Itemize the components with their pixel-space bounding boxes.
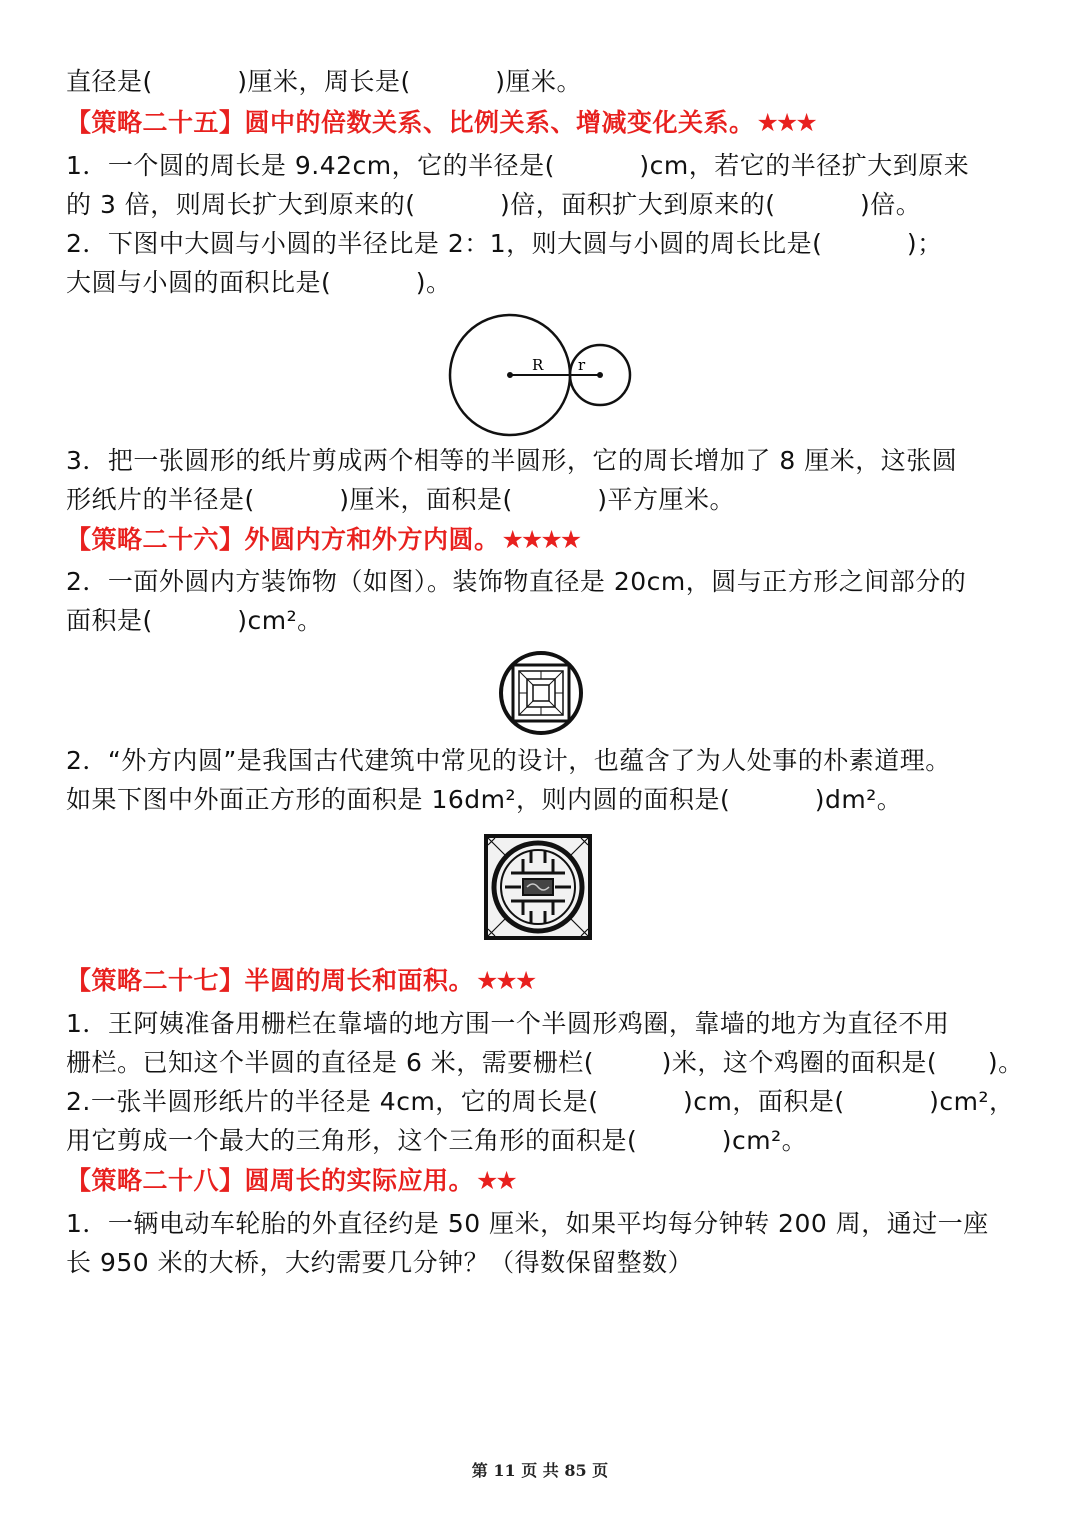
question-text: 如果下图中外面正方形的面积是 16dm²，则内圆的面积是( )dm²。: [66, 785, 903, 814]
difficulty-stars: ★★★: [476, 966, 535, 995]
question-text: 2.一张半圆形纸片的半径是 4cm，它的周长是( )cm，面积是( )cm²，: [66, 1087, 1015, 1116]
difficulty-stars: ★★★★: [501, 525, 580, 554]
text-line: 直径是( )厘米，周长是( )厘米。: [66, 67, 582, 96]
question-text: 的 3 倍，则周长扩大到原来的( )倍，面积扩大到原来的( )倍。: [66, 190, 922, 219]
question-text: 1．王阿姨准备用栅栏在靠墙的地方围一个半圆形鸡圈，靠墙的地方为直径不用: [66, 1009, 950, 1038]
section-heading-27: [66, 965, 534, 997]
difficulty-stars: ★★: [476, 1166, 515, 1195]
big-center-dot: [507, 372, 513, 378]
question-text: 形纸片的半径是( )厘米，面积是( )平方厘米。: [66, 485, 735, 514]
outer-square-inner-circle-lattice: [483, 833, 593, 941]
section-heading-28: [66, 1165, 515, 1197]
page-footer: 第 11 页 共 85 页: [471, 1461, 609, 1480]
question-text: 2．“外方内圆”是我国古代建筑中常见的设计，也蕴含了为人处事的朴素道理。: [66, 746, 951, 775]
question-text: 2．一面外圆内方装饰物（如图）。装饰物直径是 20cm，圆与正方形之间部分的: [66, 567, 967, 596]
difficulty-stars: ★★★: [756, 108, 815, 137]
big-radius-label: R: [532, 356, 544, 374]
question-text: 面积是( )cm²。: [66, 606, 323, 635]
question-text: 2．下图中大圆与小圆的半径比是 2：1，则大圆与小圆的周长比是( )；: [66, 229, 943, 258]
question-text: 用它剪成一个最大的三角形，这个三角形的面积是( )cm²。: [66, 1126, 808, 1155]
outer-circle-inner-square-ornament: [498, 650, 584, 736]
question-text: 1．一辆电动车轮胎的外直径约是 50 厘米，如果平均每分钟转 200 周，通过一座: [66, 1209, 989, 1238]
section-heading-26: [66, 524, 579, 556]
heading-text: 【策略二十五】圆中的倍数关系、比例关系、增减变化关系。: [66, 108, 755, 137]
question-text: 大圆与小圆的面积比是( )。: [66, 268, 452, 297]
heading-text: 【策略二十七】半圆的周长和面积。: [66, 966, 475, 995]
question-text: 3．把一张圆形的纸片剪成两个相等的半圆形，它的周长增加了 8 厘米，这张圆: [66, 446, 958, 475]
small-radius-label: r: [578, 356, 586, 374]
question-text: 1．一个圆的周长是 9.42cm，它的半径是( )cm，若它的半径扩大到原来: [66, 151, 970, 180]
small-center-dot: [597, 372, 603, 378]
heading-text: 【策略二十八】圆周长的实际应用。: [66, 1166, 475, 1195]
heading-text: 【策略二十六】外圆内方和外方内圆。: [66, 525, 500, 554]
two-circles-figure: [440, 310, 640, 440]
question-text: 长 950 米的大桥，大约需要几分钟？（得数保留整数）: [66, 1248, 694, 1277]
question-text: 栅栏。已知这个半圆的直径是 6 米，需要栅栏( )米，这个鸡圈的面积是( )。: [66, 1048, 1024, 1077]
section-heading-25: [66, 107, 815, 139]
